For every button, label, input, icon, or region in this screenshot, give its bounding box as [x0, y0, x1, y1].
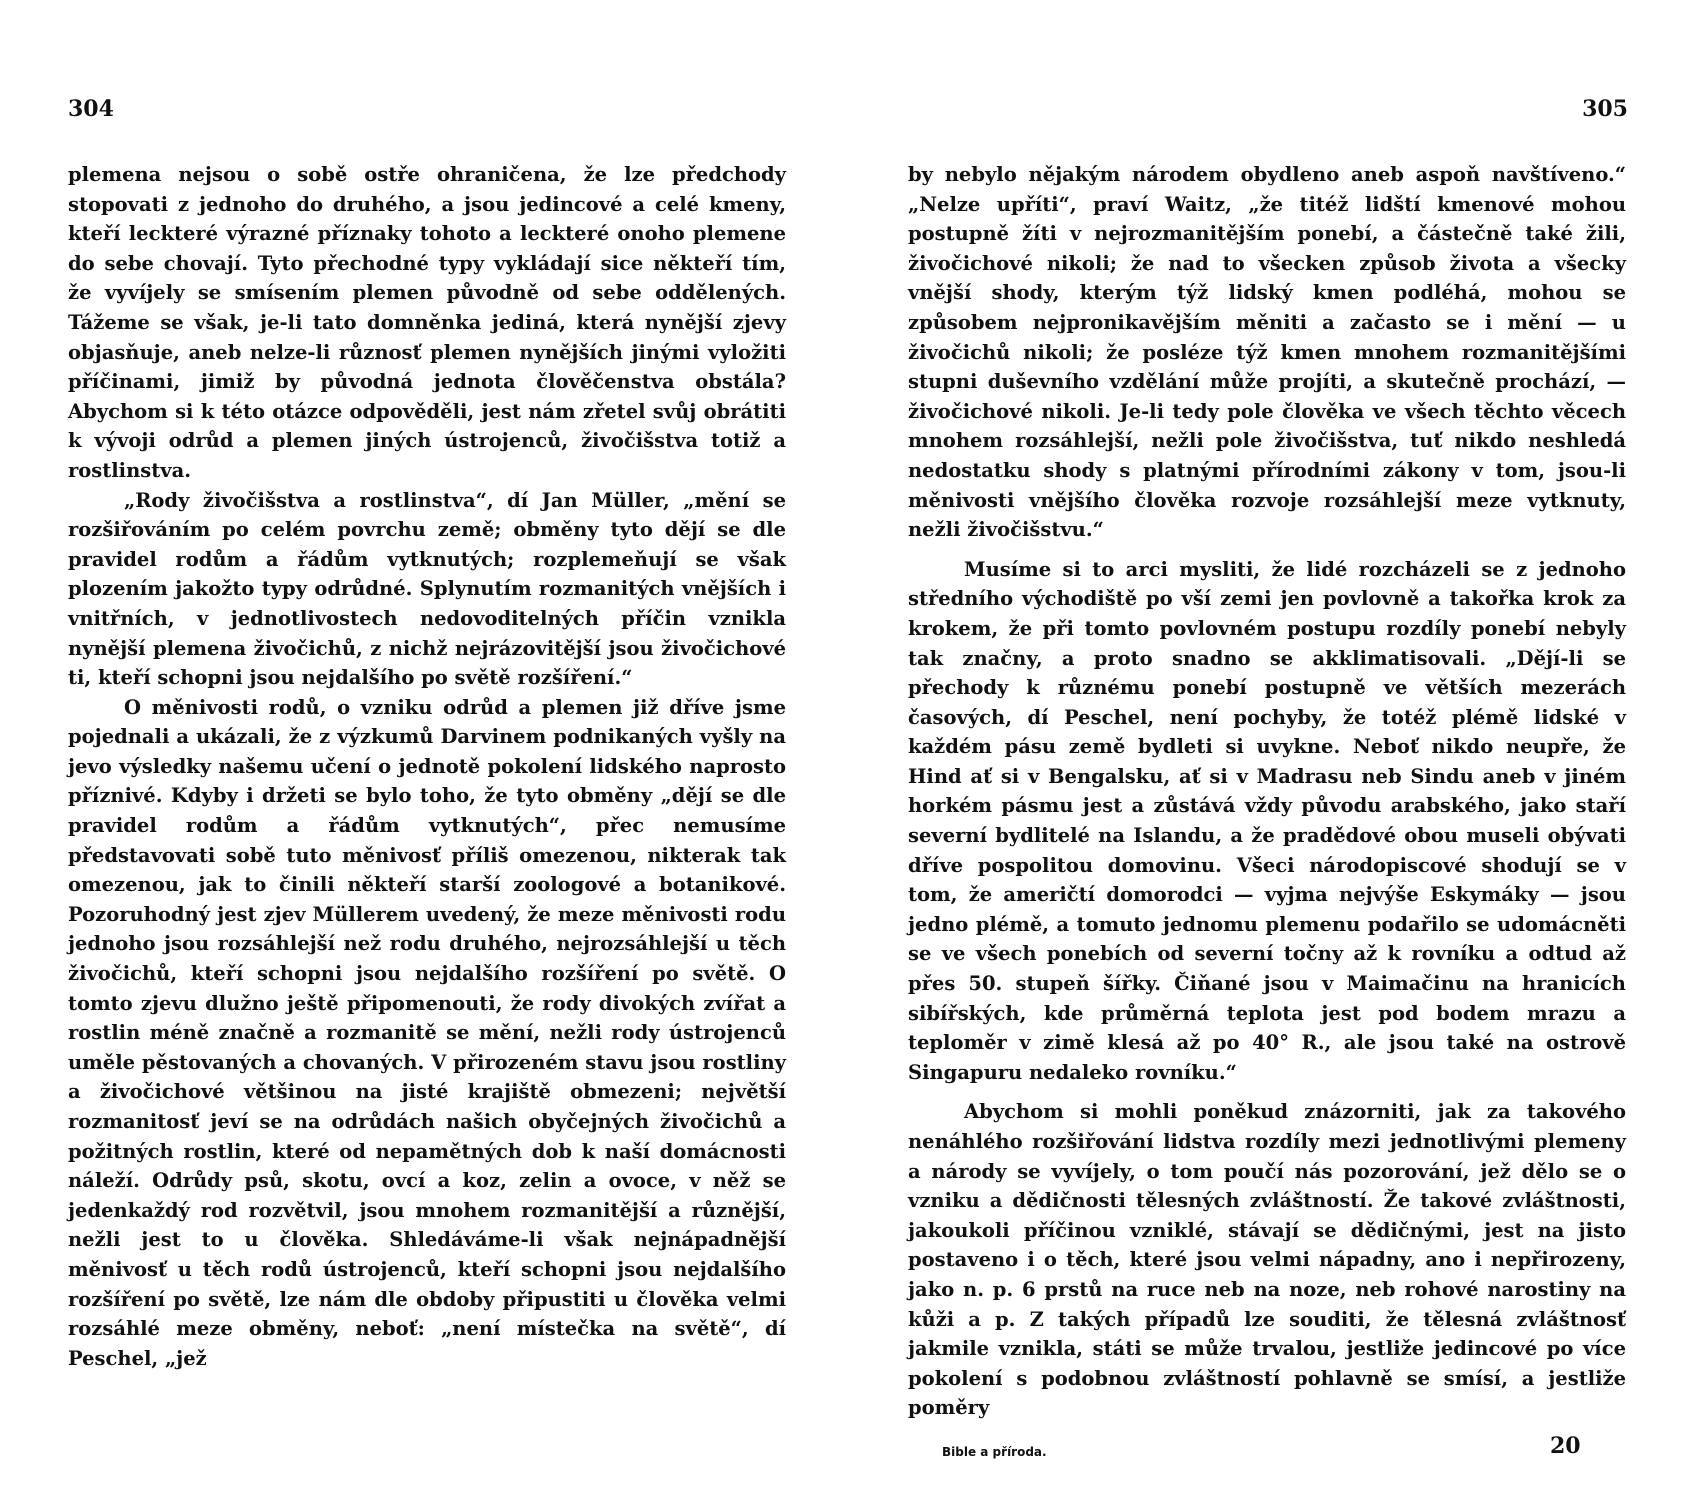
page-number: 304 [68, 96, 114, 122]
signature-mark: 20 [1550, 1433, 1581, 1459]
paragraph: Abychom si mohli poněkud znázorniti, jak za takového nenáhlého rozšiřování lidstva rozdíly mezi jednotlivými plemeny a národy se vyvíjely, o tom poučí nás pozorování, jež dělo se o vzniku a dědičnosti tělesných zvláštností. Že takové zvláštnosti, jakoukoli příčinou vzniklé, stávají se dědičnými, jest na jisto postaveno i o těch, které jsou velmi nápadny, ano i nepřirozeny, jako n. p. 6 prstů na ruce neb na noze, neb rohové narostiny na kůži a p. Z takých případů lze souditi, že tělesná zvláštnosť jakmile vznikla, státi se může trvalou, jestliže jedincové po více pokolení s podobnou zvláštností pohlavně se smísí, a jestliže poměry [908, 1100, 1626, 1420]
text-column [908, 160, 1626, 1423]
paragraph: O měnivosti rodů, o vzniku odrůd a plemen již dříve jsme pojednali a ukázali, že z výzkumů Darvinem podnikaných vyšly na jevo výsledky našemu učení o jednotě pokolení lidského naprosto příznivé. Kdyby i držeti se bylo toho, že tyto obměny „dějí se dle pravidel rodům a řádům vytknutých“, přec nemusíme představovati sobě tuto měnivosť příliš omezenou, nikterak tak omezenou, jak to činili někteří starší zoologové a botanikové. Pozoruhodný jest zjev Müllerem uvedený, že meze měnivosti rodu jednoho jsou rozsáhlejší než rodu druhého, nejrozsáhlejší u těch živočichů, kteří schopni jsou nejdalšího rozšíření po světě. O tomto zjevu dlužno ještě připomenouti, že rody divokých zvířat a rostlin méně značně a rozmanitě se mění, nežli rody ústrojenců uměle pěstovaných a chovaných. V přirozeném stavu jsou rostliny a živočichové většinou na jisté krajiště obmezeni; největší rozmanitosť jeví se na odrůdách našich obyčejných živočichů a požitných rostlin, které od nepamětných dob k naší domácnosti náleží. Odrůdy psů, skotu, ovcí a koz, zelin a ovoce, v něž se jedenkaždý rod rozvětvil, jsou mnohem rozmanitější a různější, nežli jest to u člověka. Shledáváme-li však nejnápadnější měnivosť u těch rodů ústrojenců, kteří schopni jsou nejdalšího rozšíření po světě, lze nám dle obdoby připustiti u člověka velmi rozsáhlé meze obměny, neboť: „není místečka na světě“, dí Peschel, „jež [68, 695, 786, 1370]
paragraph: by nebylo nějakým národem obydleno aneb aspoň navštíveno.“ „Nelze upříti“, praví Waitz, „že titéž lidští kmenové mohou postupně žíti v nejrozmanitějším ponebí, a částečně také žili, živočichové nikoli; že nad to všecken způsob života a všecky vnější shody, kterým týž lidský kmen podléhá, mohou se způsobem nejpronikavějším měniti a začasto se i mění — u živočichů nikoli; že posléze týž kmen mnohem rozmanitějšími stupni duševního vzdělání může projíti, a skutečně prochází, — živočichové nikoli. Je-li tedy pole člověka ve všech těchto věcech mnohem rozsáhlejší, nežli pole živočišstva, tuť nikdo neshledá nedostatku shody s platnými přírodními zákony v tom, jsou-li měnivosti vnějšího člověka rozvoje rozsáhlejší meze vytknuty, nežli živočišstvu.“ [908, 163, 1626, 542]
paragraph: „Rody živočišstva a rostlinstva“, dí Jan Müller, „mění se rozšiřováním po celém povrchu země; obměny tyto dějí se dle pravidel rodům a řádům vytknutých; rozplemeňují se však plozením jakožto typy odrůdné. Splynutím rozmanitých vnějších i vnitřních, v jednotlivostech nedovoditelných příčin vznikla nynější plemena živočichů, z nichž nejrázovitější jsou živočichové ti, kteří schopni jsou nejdalšího po světě rozšíření.“ [68, 488, 786, 690]
paragraph: plemena nejsou o sobě ostře ohraničena, že lze předchody stopovati z jednoho do druhého, a jsou jedincové a celé kmeny, kteří leckteré výrazné příznaky tohoto a leckteré onoho plemene do sebe chovají. Tyto přechodné typy vykládají sice někteří tím, že vyvíjely se smísením plemen původně od sebe oddělených. Tážeme se však, je-li tato domněnka jediná, která nynější zjevy objasňuje, aneb nelze-li různosť plemen nynějších jinými vyložiti příčinami, jimiž by původná jednota člověčenstva obstála? Abychom si k této otázce odpověděli, jest nám zřetel svůj obrátiti k vývoji odrůd a plemen jiných ústrojenců, živočišstva totiž a rostlinstva. [68, 163, 786, 482]
right-page [842, 0, 1684, 1500]
footer-book-title: Bible a příroda. [942, 1445, 1047, 1459]
text-column [68, 160, 786, 1373]
page-number: 305 [1582, 96, 1628, 122]
paragraph: Musíme si to arci mysliti, že lidé rozcházeli se z jednoho středního východiště po vší zemi jen povlovně a takořka krok za krokem, že při tomto povlovném postupu rozdíly ponebí nebyly tak značny, a proto snadno se akklimatisovali. „Dějí-li se přechody k různému ponebí postupně ve větších mezerách časových, dí Peschel, není pochyby, že totéž plémě lidské v každém pásu země bydleti si uvykne. Neboť nikdo neupře, že Hind ať si v Bengalsku, ať si v Madrasu neb Sindu aneb v jiném horkém pásmu jest a zůstává vždy původu arabského, jako staří severní bydlitelé na Islandu, a že pradědové obou museli obývati dříve pospolitou domovinu. Všeci národopiscové shodují se v tom, že američtí domorodci — vyjma nejvýše Eskymáky — jsou jedno plémě, a tomuto jednomu plemenu podařilo se udomácněti se ve všech ponebích od severní točny až k rovníku a odtud až přes 50. stupeň šířky. Čiňané jsou v Maimačinu na hranicích sibířských, kde průměrná teplota jest pod bodem mrazu a teploměr v zimě klesá až po 40° R., ale jsou také na ostrově Singapuru nedaleko rovníku.“ [908, 557, 1626, 1084]
